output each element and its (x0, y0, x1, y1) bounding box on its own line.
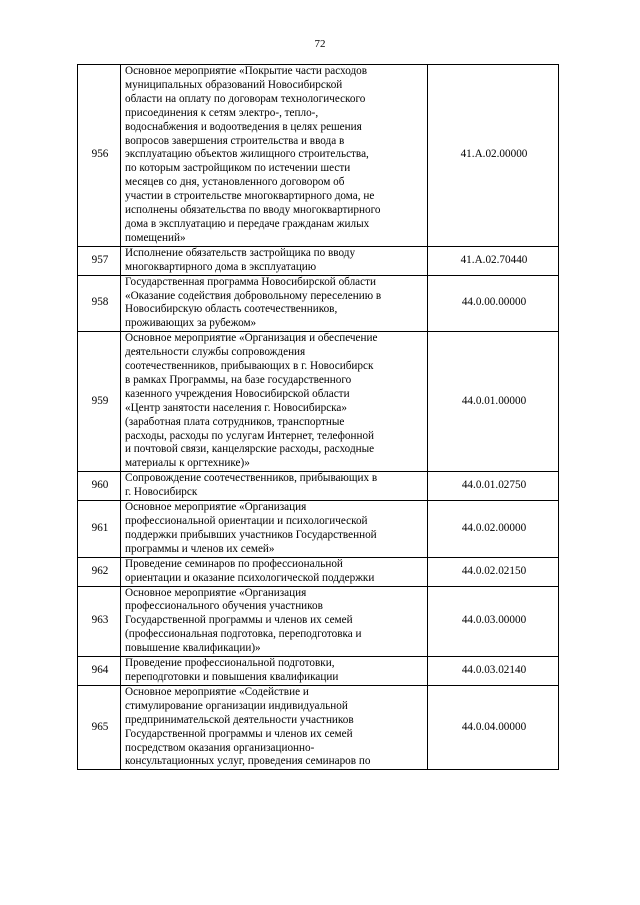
row-code: 44.0.03.00000 (428, 586, 559, 657)
description-line: Основное мероприятие «Организация и обеспечение (125, 332, 378, 345)
row-number: 957 (78, 246, 121, 275)
description-line: исполнены обязательства по вводу многоквартирного (125, 204, 381, 217)
description-line: предпринимательской деятельности участников (125, 713, 354, 726)
description-line: поддержки прибывших участников Государственной (125, 528, 377, 541)
description-line: Государственная программа Новосибирской области (125, 275, 376, 288)
row-description (121, 332, 428, 472)
row-code: 44.0.01.02750 (428, 472, 559, 501)
description-line: в рамках Программы, на базе государственного (125, 373, 352, 386)
description-line: Проведение семинаров по профессиональной (125, 557, 343, 570)
row-code: 44.0.03.02140 (428, 657, 559, 686)
description-line: эксплуатацию объектов жилищного строительства, (125, 148, 369, 161)
description-line: муниципальных образований Новосибирской (125, 78, 343, 91)
row-description (121, 275, 428, 332)
budget-classification-table (77, 64, 559, 770)
description-line: профессионального обучения участников (125, 600, 323, 613)
row-code: 41.А.02.70440 (428, 246, 559, 275)
row-number: 956 (78, 65, 121, 247)
table-row (78, 586, 559, 657)
description-line: деятельности службы сопровождения (125, 346, 306, 359)
description-line: посредством оказания организационно- (125, 741, 315, 754)
description-line: повышение квалификации)» (125, 642, 261, 655)
description-line: Основное мероприятие «Покрытие части расходов (125, 65, 368, 77)
description-line: Новосибирскую область соотечественников, (125, 303, 338, 316)
row-number: 965 (78, 685, 121, 769)
description-line: ориентации и оказание психологической поддержки (125, 571, 375, 584)
table-row (78, 246, 559, 275)
row-description (121, 501, 428, 558)
description-line: консультационных услуг, проведения семинаров по (125, 755, 371, 768)
row-number: 959 (78, 332, 121, 472)
row-code: 41.А.02.00000 (428, 65, 559, 247)
row-description (121, 685, 428, 769)
row-number: 958 (78, 275, 121, 332)
description-line: Сопровождение соотечественников, прибывающих в (125, 472, 378, 485)
description-line: вопросов завершения строительства и ввода в (125, 134, 345, 147)
table-row (78, 501, 559, 558)
page-number: 72 (314, 38, 326, 50)
description-line: расходы, расходы по услугам Интернет, телефонной (125, 429, 375, 442)
description-line: Основное мероприятие «Содействие и (125, 685, 309, 698)
description-line: Основное мероприятие «Организация (125, 501, 307, 514)
description-line: месяцев со дня, установленного договором об (125, 176, 345, 189)
row-code: 44.0.00.00000 (428, 275, 559, 332)
description-line: соотечественников, прибывающих в г. Новосибирск (125, 360, 374, 373)
description-line: стимулирование организации индивидуальной (125, 699, 348, 712)
description-line: Проведение профессиональной подготовки, (125, 657, 335, 670)
table-row (78, 332, 559, 472)
description-line: г. Новосибирск (125, 486, 198, 499)
description-line: «Центр занятости населения г. Новосибирска» (125, 401, 347, 414)
row-code: 44.0.02.00000 (428, 501, 559, 558)
table-row (78, 657, 559, 686)
description-line: программы и членов их семей» (125, 542, 275, 555)
description-line: Государственной программы и членов их семей (125, 727, 353, 740)
row-description (121, 657, 428, 686)
description-line: и почтовой связи, канцелярские расходы, расходные (125, 443, 375, 456)
description-line: Государственной программы и членов их семей (125, 614, 353, 627)
description-line: профессиональной ориентации и психологической (125, 515, 368, 527)
description-line: переподготовки и повышения квалификации (125, 670, 339, 683)
row-description (121, 246, 428, 275)
description-line: помещений» (125, 231, 186, 244)
description-line: Исполнение обязательств застройщика по вводу (125, 246, 356, 259)
description-line: казенного учреждения Новосибирской области (125, 387, 350, 400)
row-description (121, 65, 428, 247)
row-number: 960 (78, 472, 121, 501)
row-description (121, 557, 428, 586)
description-line: многоквартирного дома в эксплуатацию (125, 260, 317, 273)
row-code: 44.0.02.02150 (428, 557, 559, 586)
description-line: (профессиональная подготовка, переподготовка и (125, 628, 362, 641)
row-number: 961 (78, 501, 121, 558)
description-line: области на оплату по договорам технологического (125, 92, 366, 105)
table-row (78, 685, 559, 769)
table-row (78, 472, 559, 501)
row-description (121, 586, 428, 657)
description-line: по которым застройщиком по истечении шести (125, 162, 351, 175)
description-line: материалы к оргтехнике)» (125, 457, 250, 470)
table-row (78, 275, 559, 332)
row-code: 44.0.04.00000 (428, 685, 559, 769)
row-description (121, 472, 428, 501)
description-line: присоединения к сетям электро-, тепло-, (125, 106, 319, 119)
description-line: проживающих за рубежом» (125, 317, 257, 330)
description-line: «Оказание содействия добровольному переселению в (125, 289, 382, 302)
row-number: 963 (78, 586, 121, 657)
row-number: 962 (78, 557, 121, 586)
description-line: дома в эксплуатацию и передаче гражданам жилых (125, 217, 370, 230)
table-row (78, 557, 559, 586)
table-body (78, 65, 559, 770)
table-row (78, 65, 559, 247)
description-line: участии в строительстве многоквартирного дома, не (125, 190, 375, 203)
description-line: (заработная плата сотрудников, транспортные (125, 415, 345, 428)
row-number: 964 (78, 657, 121, 686)
row-code: 44.0.01.00000 (428, 332, 559, 472)
description-line: водоснабжения и водоотведения в целях решения (125, 120, 362, 133)
description-line: Основное мероприятие «Организация (125, 586, 307, 599)
